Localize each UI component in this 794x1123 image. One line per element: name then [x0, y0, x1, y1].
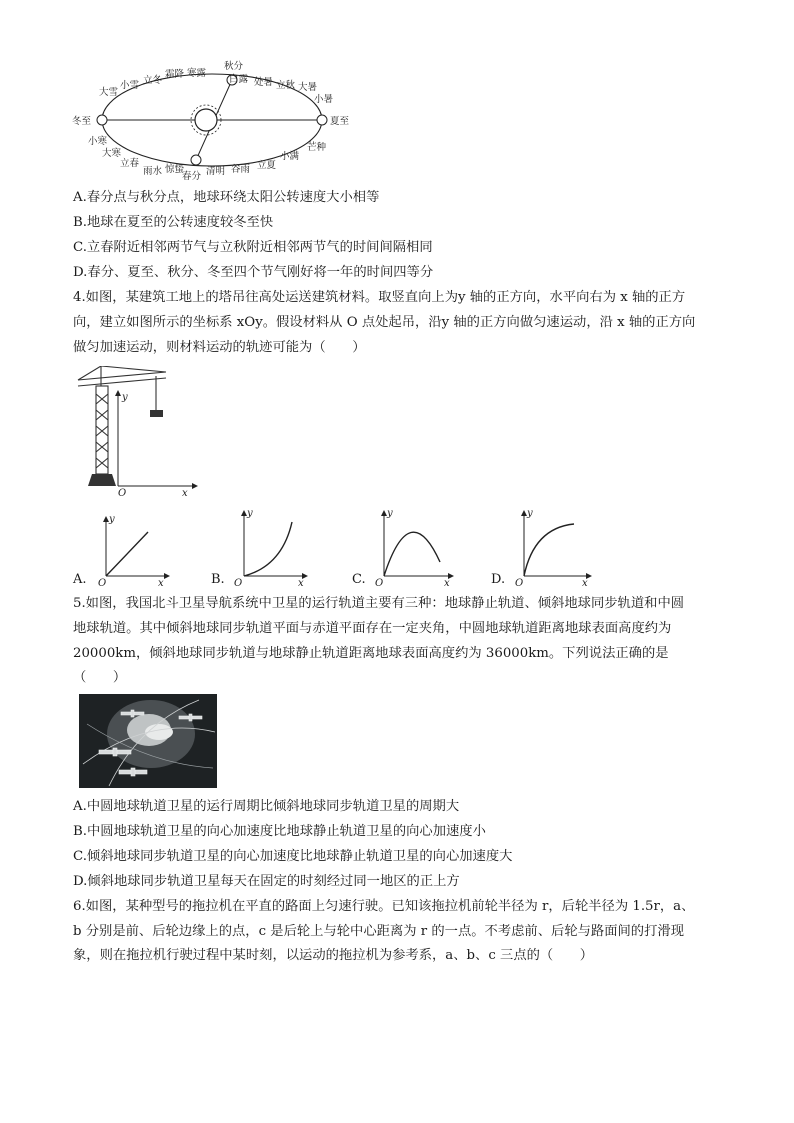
term-liqiu: 立秋 [276, 80, 296, 91]
crane-x-axis-label: x [182, 488, 188, 496]
term-guyu: 谷雨 [231, 164, 251, 175]
q4-stem-line-3: 做匀加速运动，则材料运动的轨迹可能为（ ） [73, 340, 366, 355]
term-bailu: 白露 [229, 74, 249, 85]
sun-icon [191, 105, 221, 135]
q4-option-c-label: C. [352, 572, 366, 587]
crane-y-axis-label: y [122, 392, 128, 403]
term-lidong: 立冬 [143, 75, 163, 86]
term-dahan: 大寒 [102, 148, 122, 159]
q5-stem-line-1: 5.如图，我国北斗卫星导航系统中卫星的运行轨道主要有三种：地球静止轨道、倾斜地球同步轨道和中圆 [73, 596, 685, 611]
term-mangzhong: 芒种 [307, 142, 327, 153]
term-xiazhi: 夏至 [330, 116, 350, 127]
term-chunfen: 春分 [182, 171, 202, 182]
term-hanlu: 寒露 [187, 68, 207, 79]
q4-option-b-x-label: x [298, 578, 304, 586]
q5-option-b: B.中圆地球轨道卫星的向心加速度比地球静止轨道卫星的向心加速度小 [73, 824, 486, 839]
term-jingzhe: 惊蛰 [165, 164, 185, 175]
q3-option-a: A.春分点与秋分点，地球环绕太阳公转速度大小相等 [73, 190, 380, 205]
q5-option-c: C.倾斜地球同步轨道卫星的向心加速度比地球静止轨道卫星的向心加速度大 [73, 849, 513, 864]
q4-option-d-origin-label: O [515, 578, 524, 586]
q3-option-c: C.立春附近相邻两节气与立秋附近相邻两节气的时间间隔相同 [73, 240, 433, 255]
q4-option-b-graph [232, 504, 312, 586]
term-dashu: 大暑 [298, 82, 318, 93]
q5-option-a: A.中圆地球轨道卫星的运行周期比倾斜地球同步轨道卫星的周期大 [73, 799, 460, 814]
crane-base-icon [88, 474, 116, 486]
q6-stem-line-1: 6.如图，某种型号的拖拉机在平直的路面上匀速行驶。已知该拖拉机前轮半径为 r，后轮半径为 1.5r，a、 [73, 899, 695, 914]
term-qiufen: 秋分 [224, 61, 244, 72]
beidou-satellite-image [79, 694, 217, 788]
term-lixia: 立夏 [257, 160, 277, 171]
q4-stem-line-2: 向，建立如图所示的坐标系 xOy。假设材料从 O 点处起吊，沿y 轴的正方向做匀速运动，沿 x 轴的正方向 [73, 315, 696, 330]
term-xiaoshu: 小暑 [314, 94, 334, 105]
term-chushu: 处暑 [254, 77, 274, 88]
q4-option-a-label: A. [73, 572, 87, 587]
q5-option-d: D.倾斜地球同步轨道卫星每天在固定的时刻经过同一地区的正上方 [73, 874, 460, 889]
q4-option-c-origin-label: O [375, 578, 384, 586]
crane-origin-label: O [118, 488, 127, 496]
q4-option-c-y-label: y [387, 508, 393, 519]
q5-stem-line-3: 20000km，倾斜地球同步轨道与地球静止轨道距离地球表面高度约为 36000km。下列说法正确的是 [73, 646, 669, 661]
q4-option-d-x-label: x [582, 578, 588, 586]
term-xiaohan: 小寒 [88, 136, 108, 147]
q4-option-a-origin-label: O [98, 578, 107, 586]
q4-option-a-graph [94, 510, 174, 586]
term-dongzhi: 冬至 [72, 116, 92, 127]
term-lichun: 立春 [120, 158, 140, 169]
q3-option-d: D.春分、夏至、秋分、冬至四个节气刚好将一年的时间四等分 [73, 265, 434, 280]
q6-stem-line-2: b 分别是前、后轮边缘上的点，c 是后轮上与轮中心距离为 r 的一点。不考虑前、后轮与路面间的打滑现 [73, 924, 684, 939]
q4-option-b-y-label: y [247, 508, 253, 519]
q4-option-d-label: D. [491, 572, 506, 587]
q3-option-b: B.地球在夏至的公转速度较冬至快 [73, 215, 274, 230]
q5-stem-line-2: 地球轨道。其中倾斜地球同步轨道平面与赤道平面存在一定夹角，中圆地球轨道距离地球表面高度约为 [73, 621, 672, 636]
q6-stem-line-3: 象，则在拖拉机行驶过程中某时刻，以运动的拖拉机为参考系，a、b、c 三点的（ ） [73, 948, 594, 963]
term-shuangjiang: 霜降 [165, 69, 185, 80]
term-xiaoxue: 小雪 [120, 80, 140, 91]
term-qingming: 清明 [206, 166, 226, 177]
q4-option-c-graph [374, 504, 458, 586]
q4-option-b-origin-label: O [234, 578, 243, 586]
tower-crane-figure [74, 366, 204, 496]
q4-option-d-graph [512, 504, 596, 586]
q5-stem-line-4: （ ） [73, 670, 127, 685]
q4-option-d-y-label: y [527, 508, 533, 519]
term-yushui: 雨水 [143, 166, 163, 177]
term-daxue: 大雪 [99, 87, 119, 98]
q4-option-a-x-label: x [158, 578, 164, 586]
q4-option-b-label: B. [211, 572, 225, 587]
q4-option-c-x-label: x [444, 578, 450, 586]
q4-option-a-y-label: y [109, 514, 115, 525]
term-xiaoman: 小满 [280, 151, 300, 162]
q4-stem-line-1: 4.如图，某建筑工地上的塔吊往高处运送建筑材料。取竖直向上为y 轴的正方向，水平向右为 x 轴的正方 [73, 290, 686, 305]
crane-icon [78, 366, 166, 474]
building-material-icon [150, 410, 163, 417]
solar-terms-orbit-figure [70, 58, 350, 188]
